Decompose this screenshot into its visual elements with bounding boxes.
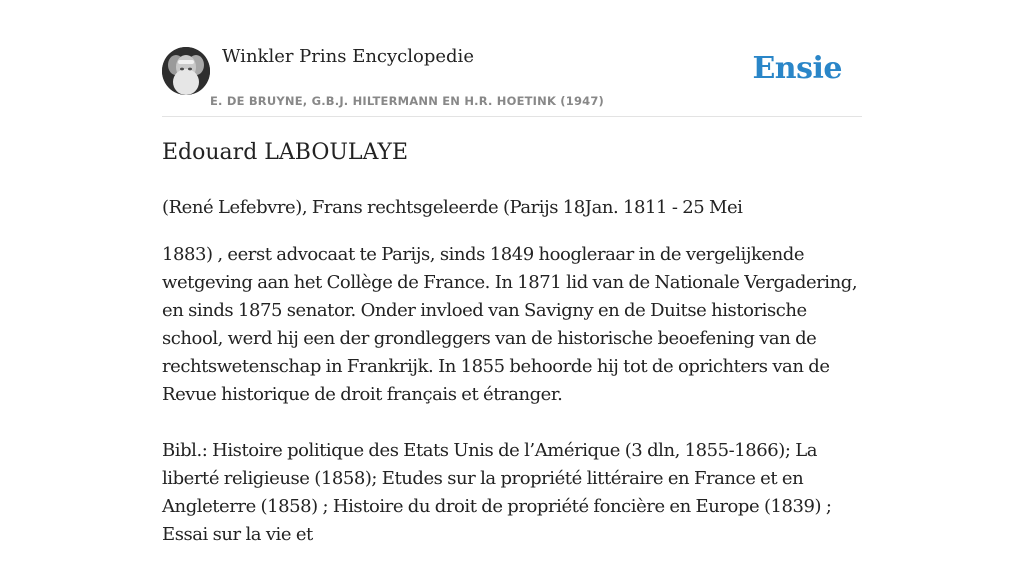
article-paragraph: 1883) , eerst advocaat te Parijs, sinds 1849 hoogleraar in de vergelijkende wetgeving aan het Collège de France. In 1871 lid van de Nationale Vergadering, en sinds 1875 senator. Onder invloed van Savigny en de Duitse historische school, werd hij een der grondleggers van de historische beoefening van de rechtswetenschap in Frankrijk. In 1855 behoorde hij tot de oprichters van de Revue historique de droit français et étranger. [162, 244, 858, 405]
bearded-man-portrait-icon[interactable] [162, 47, 210, 95]
article-page [162, 0, 862, 545]
article-body [162, 194, 862, 577]
source-title[interactable]: Winkler Prins Encyclopedie [222, 46, 474, 67]
avatar-portrait [162, 47, 210, 95]
article-lead: (René Lefebvre), Frans rechtsgeleerde (Parijs 18Jan. 1811 - 25 Mei [162, 197, 743, 218]
source-authors: E. DE BRUYNE, G.B.J. HILTERMANN EN H.R. HOETINK (1947) [210, 94, 605, 108]
article-bibliography: Bibl.: Histoire politique des Etats Unis de l’Amérique (3 dln, 1855-1866); La liberté religieuse (1858); Etudes sur la propriété littéraire en France et en Angleterre (1858) ; Histoire du droit de propriété foncière en Europe (1839) ; Essai sur la vie et [162, 440, 832, 545]
source-header [162, 0, 862, 117]
brand-logo[interactable]: Ensie [752, 51, 842, 86]
article-title: Edouard LABOULAYE [162, 140, 409, 165]
